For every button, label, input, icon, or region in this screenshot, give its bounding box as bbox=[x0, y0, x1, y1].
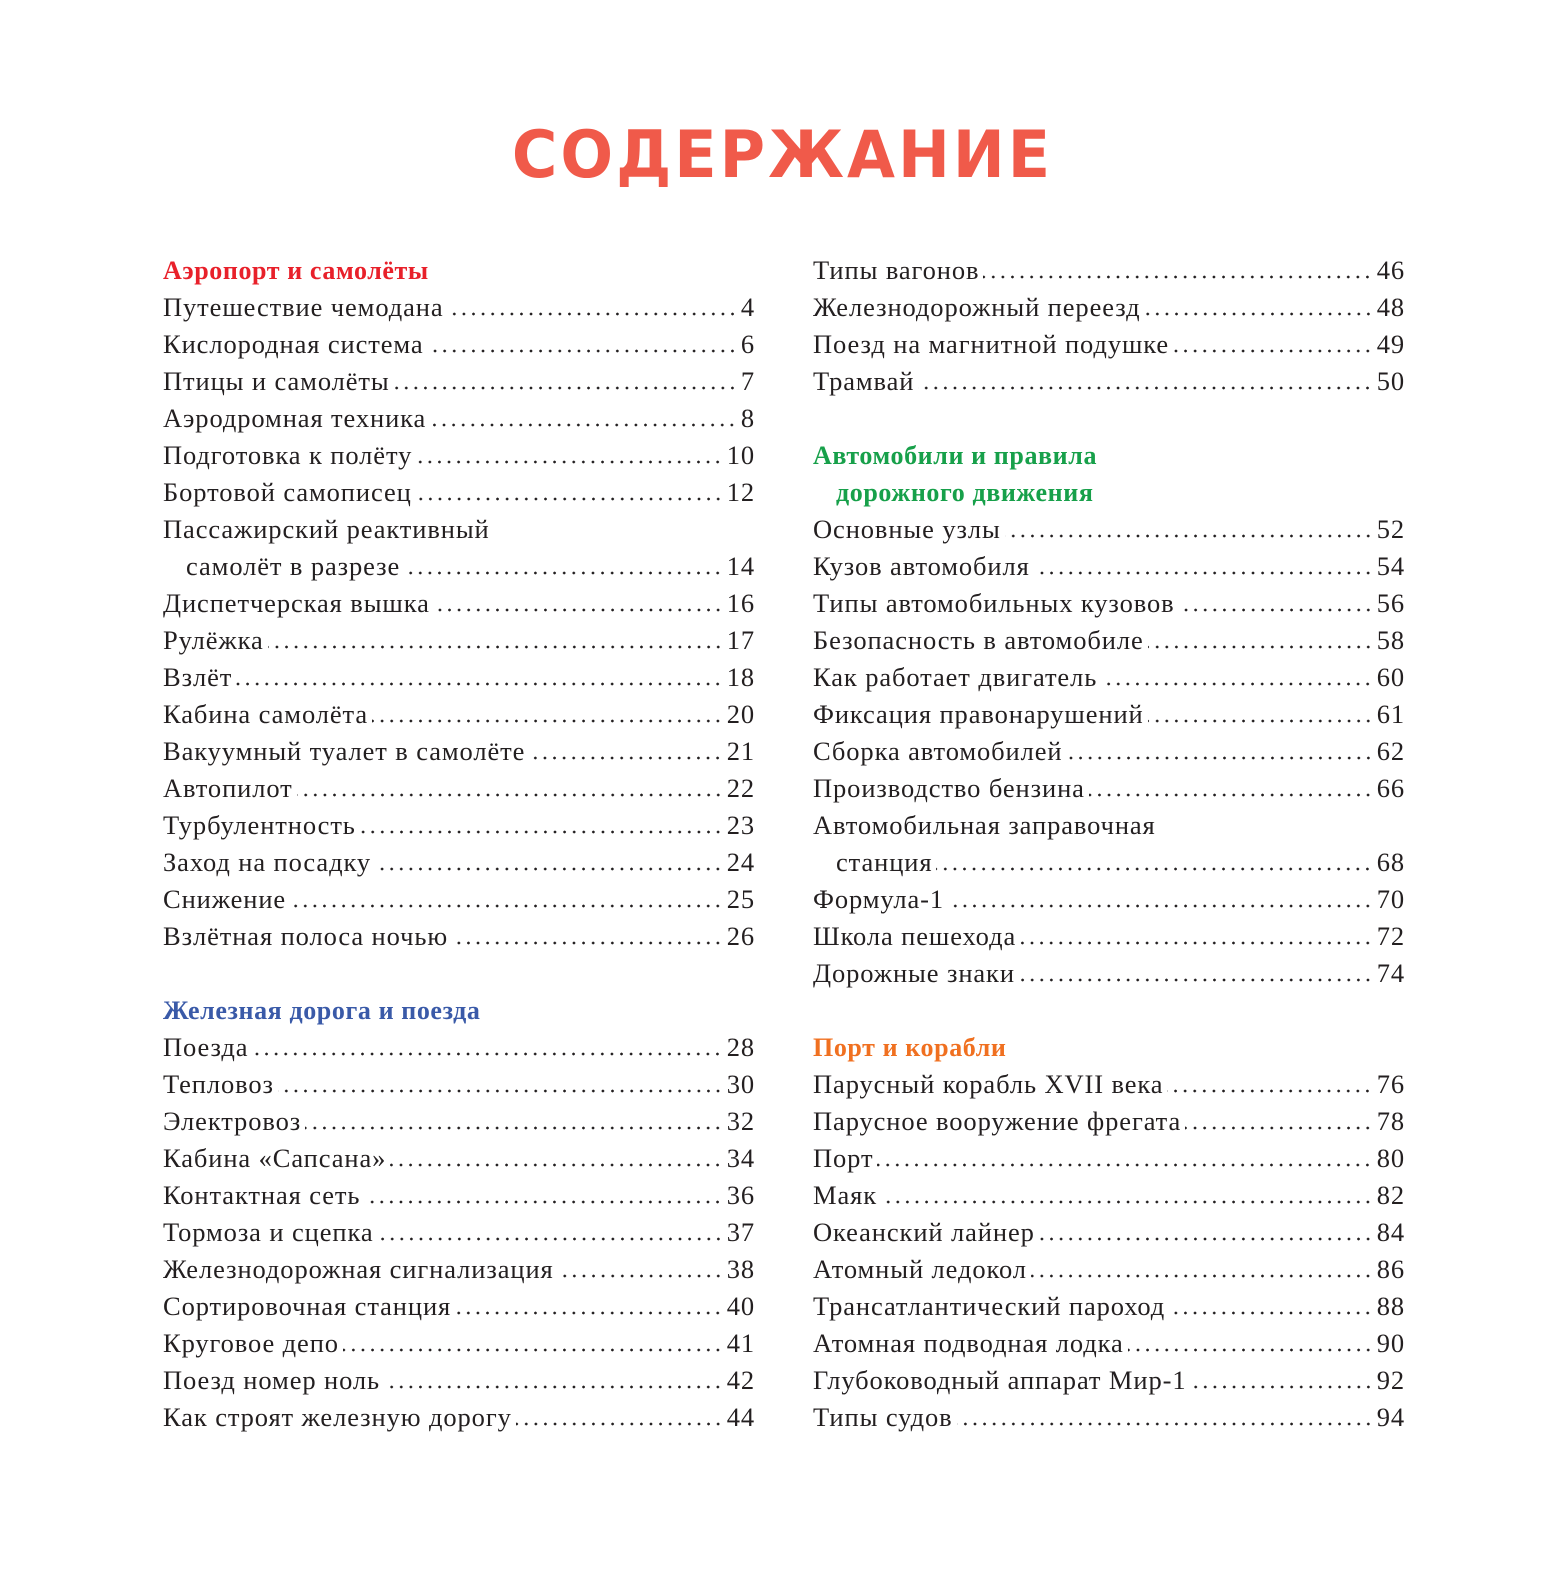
dot-leader bbox=[516, 1422, 723, 1426]
entry-title: Типы вагонов bbox=[813, 255, 980, 285]
entry-page-number: 72 bbox=[1376, 921, 1405, 951]
entry-line bbox=[163, 1214, 755, 1251]
entry-title: Кабина самолёта bbox=[163, 699, 368, 729]
entry-page-number: 66 bbox=[1376, 773, 1405, 803]
toc-entry[interactable] bbox=[813, 733, 1405, 770]
dot-leader bbox=[1148, 719, 1373, 723]
entry-title: Атомный ледокол bbox=[813, 1254, 1027, 1284]
entry-title: Сборка автомобилей bbox=[813, 736, 1063, 766]
entry-title: Типы судов bbox=[813, 1402, 953, 1432]
entry-line bbox=[163, 918, 755, 955]
entry-line bbox=[163, 326, 755, 363]
section-heading-text: дорожного движения bbox=[836, 478, 1094, 507]
entry-line bbox=[813, 1066, 1405, 1103]
entry-line bbox=[813, 844, 1405, 881]
entry-page-number: 17 bbox=[726, 625, 755, 655]
dot-leader bbox=[278, 1089, 723, 1093]
entry-page-number: 14 bbox=[726, 551, 755, 581]
dot-leader bbox=[290, 904, 723, 908]
entry-line bbox=[813, 733, 1405, 770]
section-heading-text: Аэропорт и самолёты bbox=[163, 256, 429, 285]
dot-leader bbox=[1148, 645, 1373, 649]
entry-title: Парусное вооружение фрегата bbox=[813, 1106, 1182, 1136]
toc-entry[interactable] bbox=[163, 918, 755, 955]
entry-line bbox=[813, 548, 1405, 585]
entry-line bbox=[813, 585, 1405, 622]
entry-page-number: 7 bbox=[740, 366, 755, 396]
entry-title: Трамвай bbox=[813, 366, 915, 396]
entry-title: Кислородная система bbox=[163, 329, 424, 359]
entry-line bbox=[813, 1214, 1405, 1251]
dot-leader bbox=[390, 1163, 722, 1167]
entry-line bbox=[813, 918, 1405, 955]
page-title: СОДЕРЖАНИЕ bbox=[511, 116, 1054, 193]
dot-leader bbox=[378, 1237, 723, 1241]
toc-entry[interactable] bbox=[163, 1103, 755, 1140]
toc-entry[interactable] bbox=[163, 622, 755, 659]
entry-line bbox=[163, 1288, 755, 1325]
dot-leader bbox=[375, 867, 723, 871]
toc-entry[interactable] bbox=[813, 622, 1405, 659]
dot-leader bbox=[1067, 756, 1373, 760]
entry-line bbox=[813, 1288, 1405, 1325]
toc-section bbox=[163, 992, 755, 1436]
toc-entry[interactable] bbox=[163, 1214, 755, 1251]
entry-title: Взлёт bbox=[163, 662, 233, 692]
entry-page-number: 32 bbox=[726, 1106, 755, 1136]
dot-leader bbox=[1167, 1089, 1372, 1093]
entry-line bbox=[813, 955, 1405, 992]
entry-title-continued: станция bbox=[836, 847, 933, 877]
toc-entry[interactable] bbox=[163, 696, 755, 733]
entry-line bbox=[813, 1362, 1405, 1399]
entry-page-number: 36 bbox=[726, 1180, 755, 1210]
toc-entry[interactable] bbox=[163, 733, 755, 770]
entry-page-number: 12 bbox=[726, 477, 755, 507]
entry-title: Бортовой самописец bbox=[163, 477, 412, 507]
entry-line bbox=[163, 1140, 755, 1177]
entry-title: Поезд на магнитной подушке bbox=[813, 329, 1170, 359]
dot-leader bbox=[1039, 1237, 1373, 1241]
entry-page-number: 74 bbox=[1376, 958, 1405, 988]
section-heading bbox=[813, 1029, 1405, 1066]
section-heading-text: Железная дорога и поезда bbox=[163, 996, 481, 1025]
dot-leader bbox=[1031, 1274, 1373, 1278]
entry-page-number: 16 bbox=[726, 588, 755, 618]
section-heading-text: Автомобили и правила bbox=[813, 441, 1098, 470]
entry-line bbox=[163, 881, 755, 918]
entry-line bbox=[163, 548, 755, 585]
entry-title: Подготовка к полёту bbox=[163, 440, 413, 470]
dot-leader bbox=[252, 1052, 722, 1056]
entry-page-number: 54 bbox=[1376, 551, 1405, 581]
entry-title: Электровоз bbox=[163, 1106, 302, 1136]
toc-entry[interactable] bbox=[813, 696, 1405, 733]
entry-title: Вакуумный туалет в самолёте bbox=[163, 736, 526, 766]
dot-leader bbox=[957, 1422, 1373, 1426]
entry-line bbox=[163, 807, 755, 844]
dot-leader bbox=[428, 349, 737, 353]
dot-leader bbox=[881, 1200, 1373, 1204]
entry-page-number: 88 bbox=[1376, 1291, 1405, 1321]
entry-page-number: 38 bbox=[726, 1254, 755, 1284]
entry-title: Маяк bbox=[813, 1180, 877, 1210]
dot-leader bbox=[372, 719, 723, 723]
dot-leader bbox=[384, 1385, 723, 1389]
entry-title: Тормоза и сцепка bbox=[163, 1217, 374, 1247]
entry-page-number: 21 bbox=[726, 736, 755, 766]
dot-leader bbox=[434, 608, 723, 612]
entry-page-number: 44 bbox=[726, 1402, 755, 1432]
entry-line bbox=[163, 1103, 755, 1140]
toc-section bbox=[813, 437, 1405, 992]
entry-page-number: 30 bbox=[726, 1069, 755, 1099]
entry-title: Автомобильная заправочная bbox=[813, 810, 1156, 840]
toc-entry[interactable] bbox=[813, 955, 1405, 992]
entry-page-number: 49 bbox=[1376, 329, 1405, 359]
entry-title: Железнодорожная сигнализация bbox=[163, 1254, 554, 1284]
entry-title: Формула-1 bbox=[813, 884, 945, 914]
toc-entry[interactable] bbox=[813, 770, 1405, 807]
toc-entry[interactable] bbox=[163, 400, 755, 437]
entry-title: Как работает двигатель bbox=[813, 662, 1098, 692]
entry-title: Круговое депо bbox=[163, 1328, 339, 1358]
dot-leader bbox=[394, 386, 737, 390]
entry-title: Производство бензина bbox=[813, 773, 1085, 803]
entry-title: Рулёжка bbox=[163, 625, 264, 655]
dot-leader bbox=[918, 386, 1372, 390]
entry-title: Дорожные знаки bbox=[813, 958, 1015, 988]
entry-page-number: 6 bbox=[740, 329, 755, 359]
dot-leader bbox=[404, 571, 722, 575]
toc-entry[interactable] bbox=[813, 363, 1405, 400]
entry-page-number: 78 bbox=[1376, 1106, 1405, 1136]
entry-title: Турбулентность bbox=[163, 810, 356, 840]
toc-entry[interactable] bbox=[163, 1029, 755, 1066]
toc-section bbox=[163, 252, 755, 955]
entry-line bbox=[813, 1140, 1405, 1177]
toc-entry[interactable] bbox=[813, 918, 1405, 955]
entry-line bbox=[813, 1251, 1405, 1288]
entry-line bbox=[163, 1399, 755, 1436]
entry-title: Заход на посадку bbox=[163, 847, 372, 877]
toc-entry[interactable] bbox=[163, 1066, 755, 1103]
toc-entry[interactable] bbox=[813, 1066, 1405, 1103]
toc-entry[interactable] bbox=[163, 659, 755, 696]
toc-entry[interactable] bbox=[813, 326, 1405, 363]
entry-line bbox=[813, 770, 1405, 807]
entry-line bbox=[163, 1325, 755, 1362]
entry-page-number: 22 bbox=[726, 773, 755, 803]
entry-page-number: 86 bbox=[1376, 1254, 1405, 1284]
toc-section bbox=[813, 252, 1405, 400]
entry-title: Тепловоз bbox=[163, 1069, 274, 1099]
dot-leader bbox=[236, 682, 722, 686]
entry-page-number: 10 bbox=[726, 440, 755, 470]
entry-page-number: 61 bbox=[1376, 699, 1405, 729]
entry-page-number: 80 bbox=[1376, 1143, 1405, 1173]
toc-entry[interactable] bbox=[163, 844, 755, 881]
entry-line bbox=[813, 1325, 1405, 1362]
entry-page-number: 52 bbox=[1376, 514, 1405, 544]
toc-entry[interactable] bbox=[813, 659, 1405, 696]
toc-entry[interactable] bbox=[813, 1140, 1405, 1177]
entry-title: Снижение bbox=[163, 884, 287, 914]
entry-title: Контактная сеть bbox=[163, 1180, 361, 1210]
entry-line bbox=[813, 252, 1405, 289]
entry-line bbox=[163, 400, 755, 437]
toc-entry[interactable] bbox=[813, 1288, 1405, 1325]
entry-line bbox=[163, 733, 755, 770]
entry-page-number: 24 bbox=[726, 847, 755, 877]
entry-page-number: 20 bbox=[726, 699, 755, 729]
entry-title: Птицы и самолёты bbox=[163, 366, 390, 396]
entry-title: Основные узлы bbox=[813, 514, 1001, 544]
dot-leader bbox=[1185, 1126, 1373, 1130]
entry-line bbox=[163, 1251, 755, 1288]
dot-leader bbox=[1179, 608, 1373, 612]
entry-title: Железнодорожный переезд bbox=[813, 292, 1141, 322]
entry-line bbox=[163, 696, 755, 733]
entry-title: Диспетчерская вышка bbox=[163, 588, 430, 618]
toc-entry[interactable] bbox=[163, 585, 755, 622]
entry-page-number: 41 bbox=[726, 1328, 755, 1358]
entry-line bbox=[163, 770, 755, 807]
toc-entry[interactable] bbox=[813, 252, 1405, 289]
entry-title: Как строят железную дорогу bbox=[163, 1402, 512, 1432]
entry-page-number: 92 bbox=[1376, 1365, 1405, 1395]
toc-entry[interactable] bbox=[163, 326, 755, 363]
toc-entry[interactable] bbox=[163, 1177, 755, 1214]
entry-line bbox=[813, 289, 1405, 326]
dot-leader bbox=[416, 497, 723, 501]
dot-leader bbox=[877, 1163, 1372, 1167]
entry-title: Порт bbox=[813, 1143, 874, 1173]
toc-entry[interactable] bbox=[163, 770, 755, 807]
entry-line bbox=[163, 1066, 755, 1103]
entry-title: Поезд номер ноль bbox=[163, 1365, 381, 1395]
dot-leader bbox=[268, 645, 723, 649]
entry-line bbox=[163, 437, 755, 474]
toc-entry[interactable] bbox=[813, 807, 1405, 881]
section-heading bbox=[163, 252, 755, 289]
entry-line bbox=[813, 622, 1405, 659]
entry-line bbox=[163, 363, 755, 400]
toc-entry[interactable] bbox=[813, 511, 1405, 548]
entry-line bbox=[813, 1177, 1405, 1214]
entry-title: Трансатлантический пароход bbox=[813, 1291, 1166, 1321]
entry-page-number: 50 bbox=[1376, 366, 1405, 396]
toc-entry[interactable] bbox=[163, 1325, 755, 1362]
entry-page-number: 70 bbox=[1376, 884, 1405, 914]
entry-page-number: 48 bbox=[1376, 292, 1405, 322]
entry-page-number: 26 bbox=[726, 921, 755, 951]
entry-line bbox=[163, 585, 755, 622]
dot-leader bbox=[455, 1311, 723, 1315]
dot-leader bbox=[448, 312, 737, 316]
entry-line bbox=[813, 511, 1405, 548]
toc-entry[interactable] bbox=[163, 437, 755, 474]
dot-leader bbox=[305, 1126, 723, 1130]
dot-leader bbox=[1034, 571, 1373, 575]
entry-page-number: 58 bbox=[1376, 625, 1405, 655]
entry-page-number: 68 bbox=[1376, 847, 1405, 877]
entry-line bbox=[813, 696, 1405, 733]
toc-entry[interactable] bbox=[813, 1103, 1405, 1140]
entry-page-number: 28 bbox=[726, 1032, 755, 1062]
entry-title: Аэродромная техника bbox=[163, 403, 427, 433]
entry-line bbox=[163, 659, 755, 696]
entry-page-number: 34 bbox=[726, 1143, 755, 1173]
entry-page-number: 94 bbox=[1376, 1402, 1405, 1432]
entry-page-number: 37 bbox=[726, 1217, 755, 1247]
dot-leader bbox=[360, 830, 723, 834]
entry-title: Типы автомобильных кузовов bbox=[813, 588, 1175, 618]
toc-entry[interactable] bbox=[813, 1251, 1405, 1288]
toc-entry[interactable] bbox=[813, 1177, 1405, 1214]
entry-line bbox=[163, 474, 755, 511]
entry-title: Автопилот bbox=[163, 773, 293, 803]
entry-title: Путешествие чемодана bbox=[163, 292, 444, 322]
entry-line bbox=[813, 1103, 1405, 1140]
entry-title: Океанский лайнер bbox=[813, 1217, 1035, 1247]
dot-leader bbox=[1169, 1311, 1373, 1315]
entry-page-number: 8 bbox=[740, 403, 755, 433]
toc-entry[interactable] bbox=[813, 881, 1405, 918]
entry-page-number: 4 bbox=[740, 292, 755, 322]
entry-line bbox=[813, 326, 1405, 363]
entry-page-number: 90 bbox=[1376, 1328, 1405, 1358]
entry-title: Глубоководный аппарат Мир-1 bbox=[813, 1365, 1187, 1395]
toc-entry[interactable] bbox=[163, 1362, 755, 1399]
entry-page-number: 76 bbox=[1376, 1069, 1405, 1099]
entry-title: Кабина «Сапсана» bbox=[163, 1143, 387, 1173]
dot-leader bbox=[529, 756, 722, 760]
toc-entry[interactable] bbox=[163, 289, 755, 326]
toc-entry[interactable] bbox=[813, 1399, 1405, 1436]
dot-leader bbox=[1089, 793, 1373, 797]
dot-leader bbox=[936, 867, 1372, 871]
toc-entry[interactable] bbox=[163, 511, 755, 585]
dot-leader bbox=[1019, 978, 1373, 982]
entry-line bbox=[813, 363, 1405, 400]
toc-section bbox=[813, 1029, 1405, 1436]
dot-leader bbox=[297, 793, 723, 797]
entry-page-number: 40 bbox=[726, 1291, 755, 1321]
toc-entry[interactable] bbox=[813, 1325, 1405, 1362]
section-heading-text: Порт и корабли bbox=[813, 1033, 1007, 1062]
entry-line bbox=[163, 844, 755, 881]
entry-line bbox=[163, 1029, 755, 1066]
dot-leader bbox=[1128, 1348, 1373, 1352]
entry-title-continued: самолёт в разрезе bbox=[186, 551, 401, 581]
entry-page-number: 18 bbox=[726, 662, 755, 692]
entry-page-number: 42 bbox=[726, 1365, 755, 1395]
dot-leader bbox=[1173, 349, 1373, 353]
dot-leader bbox=[452, 941, 723, 945]
entry-line bbox=[813, 659, 1405, 696]
section-heading bbox=[163, 992, 755, 1029]
entry-line bbox=[163, 1362, 755, 1399]
section-heading bbox=[813, 437, 1405, 511]
toc-entry[interactable] bbox=[813, 289, 1405, 326]
toc-entry[interactable] bbox=[813, 1214, 1405, 1251]
dot-leader bbox=[1020, 941, 1373, 945]
entry-line bbox=[163, 622, 755, 659]
entry-title: Фиксация правонарушений bbox=[813, 699, 1144, 729]
toc-entry[interactable] bbox=[163, 1251, 755, 1288]
entry-title: Поезда bbox=[163, 1032, 249, 1062]
entry-page-number: 60 bbox=[1376, 662, 1405, 692]
entry-line bbox=[163, 289, 755, 326]
toc-entry[interactable] bbox=[813, 548, 1405, 585]
entry-title: Кузов автомобиля bbox=[813, 551, 1030, 581]
dot-leader bbox=[558, 1274, 723, 1278]
entry-page-number: 84 bbox=[1376, 1217, 1405, 1247]
toc-column-right bbox=[813, 252, 1405, 1436]
toc-entry[interactable] bbox=[163, 1399, 755, 1436]
entry-title: Пассажирский реактивный bbox=[163, 514, 490, 544]
entry-title: Парусный корабль XVII века bbox=[813, 1069, 1164, 1099]
dot-leader bbox=[1191, 1385, 1373, 1389]
entry-page-number: 56 bbox=[1376, 588, 1405, 618]
toc-entry[interactable] bbox=[163, 474, 755, 511]
entry-title: Взлётная полоса ночью bbox=[163, 921, 449, 951]
entry-line bbox=[813, 1399, 1405, 1436]
toc-entry[interactable] bbox=[163, 881, 755, 918]
entry-title: Школа пешехода bbox=[813, 921, 1017, 951]
entry-page-number: 62 bbox=[1376, 736, 1405, 766]
toc-entry[interactable] bbox=[163, 363, 755, 400]
entry-line bbox=[813, 881, 1405, 918]
entry-title: Безопасность в автомобиле bbox=[813, 625, 1144, 655]
dot-leader bbox=[1101, 682, 1372, 686]
toc-entry[interactable] bbox=[163, 807, 755, 844]
toc-entry[interactable] bbox=[813, 1362, 1405, 1399]
dot-leader bbox=[364, 1200, 722, 1204]
toc-entry[interactable] bbox=[163, 1288, 755, 1325]
entry-page-number: 46 bbox=[1376, 255, 1405, 285]
dot-leader bbox=[983, 275, 1372, 279]
toc-entry[interactable] bbox=[813, 585, 1405, 622]
dot-leader bbox=[343, 1348, 723, 1352]
dot-leader bbox=[1145, 312, 1373, 316]
entry-title: Атомная подводная лодка bbox=[813, 1328, 1124, 1358]
entry-page-number: 25 bbox=[726, 884, 755, 914]
toc-entry[interactable] bbox=[163, 1140, 755, 1177]
entry-page-number: 23 bbox=[726, 810, 755, 840]
entry-line bbox=[163, 1177, 755, 1214]
dot-leader bbox=[430, 423, 737, 427]
entry-title: Сортировочная станция bbox=[163, 1291, 452, 1321]
dot-leader bbox=[948, 904, 1373, 908]
entry-page-number: 82 bbox=[1376, 1180, 1405, 1210]
dot-leader bbox=[416, 460, 722, 464]
toc-column-left bbox=[163, 252, 755, 1436]
dot-leader bbox=[1005, 534, 1373, 538]
